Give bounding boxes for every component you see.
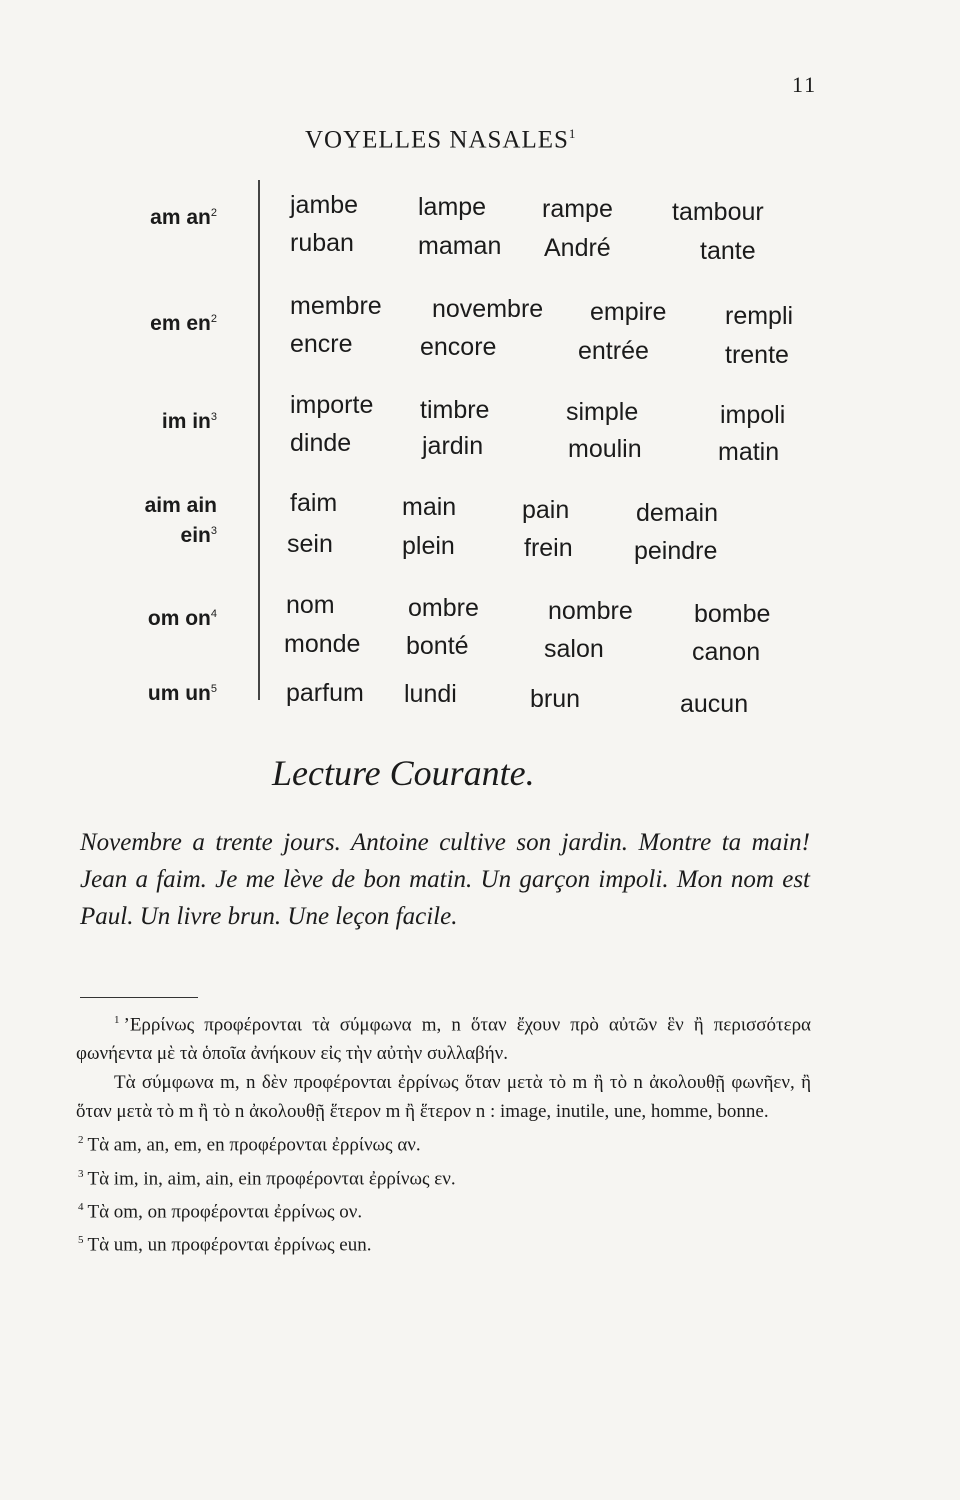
word: moulin bbox=[568, 435, 642, 463]
word: rampe bbox=[542, 195, 613, 223]
word: nom bbox=[286, 591, 335, 619]
word: nombre bbox=[548, 597, 633, 625]
word: peindre bbox=[634, 537, 718, 565]
word: main bbox=[402, 493, 457, 521]
word: demain bbox=[636, 499, 718, 527]
heading-footnote-mark: 1 bbox=[568, 126, 577, 141]
footnotes bbox=[76, 1006, 811, 1260]
footnote-1: $^1$ ’Ερρίνως προφέρονται τὰ σύμφωνα m, n ὅταν ἔχουν πρὸ αὐτῶν ἓν ἢ περισσότερα φωνήεντα μὲ τὰ ὁποῖα ἀνήκουν εἰς τὴν αὐτὴν συλλαβήν. bbox=[76, 1014, 811, 1065]
row-label: ein$^3$ bbox=[180, 524, 217, 547]
word: aucun bbox=[680, 690, 749, 718]
word: empire bbox=[590, 298, 667, 326]
heading-title: VOYELLES NASALES bbox=[305, 126, 569, 154]
word: importe bbox=[290, 391, 374, 419]
word: timbre bbox=[420, 396, 490, 424]
word: jambe bbox=[290, 191, 359, 219]
word: bombe bbox=[694, 600, 771, 628]
word: salon bbox=[544, 635, 604, 663]
row-label: im $in^3$ bbox=[161, 410, 217, 433]
word: tante bbox=[700, 237, 756, 265]
word: maman bbox=[418, 232, 502, 260]
word: canon bbox=[692, 638, 761, 666]
word: sein bbox=[287, 530, 333, 558]
word: ombre bbox=[408, 594, 479, 622]
row-label: um $un^5$ bbox=[147, 682, 217, 705]
word: monde bbox=[284, 630, 361, 658]
reading-paragraph: Novembre a trente jours. Antoine cultive son jardin. Montre ta main! Jean a faim. Je me lève de bon matin. Un garçon impoli. Mon nom est Paul. Un livre brun. Une leçon facile. bbox=[80, 829, 810, 930]
word: matin bbox=[718, 438, 780, 466]
word: dinde bbox=[290, 429, 352, 457]
word: bonté bbox=[406, 632, 469, 660]
page-heading bbox=[305, 126, 576, 154]
section-title: Lecture Courante. bbox=[272, 753, 535, 793]
word: brun bbox=[530, 685, 581, 713]
footnote-1-continued: Τὰ σύμφωνα m, n δὲν προφέρονται ἐρρίνως ὅταν μετὰ τὸ m ἢ τὸ n ἀκολουθῇ φωνῆεν, ἢ ὅταν μετὰ τὸ m ἢ τὸ n ἀκολουθῇ ἕτερον m ἢ ἕτερον n : image, inutile, une, homme, bonne. bbox=[76, 1072, 811, 1123]
word: pain bbox=[522, 496, 570, 524]
word: simple bbox=[566, 398, 639, 426]
word: encre bbox=[290, 330, 353, 358]
word: trente bbox=[725, 341, 789, 369]
word: ruban bbox=[290, 229, 354, 257]
word: lampe bbox=[418, 193, 487, 221]
word: jardin bbox=[422, 432, 484, 460]
footnote-5: $^5$ Τὰ um, un προφέρονται ἐρρίνως eun. bbox=[78, 1234, 372, 1256]
page-number: 11 bbox=[792, 72, 818, 97]
word: plein bbox=[402, 532, 455, 560]
footnote-2: $^2$ Τὰ am, an, em, en προφέρονται ἐρρίνως αν. bbox=[78, 1134, 421, 1156]
word: encore bbox=[420, 333, 497, 361]
word: parfum bbox=[286, 679, 364, 707]
footnote-3: $^3$ Τὰ im, in, aim, ain, ein προφέρονται ἐρρίνως εν. bbox=[78, 1167, 456, 1189]
word: membre bbox=[290, 292, 382, 320]
row-label: em $en^2$ bbox=[150, 312, 217, 335]
footnote-rule bbox=[80, 997, 198, 998]
word: André bbox=[544, 234, 611, 262]
vertical-rule bbox=[258, 180, 260, 700]
word: impoli bbox=[720, 401, 786, 429]
word: rempli bbox=[725, 302, 794, 330]
word: lundi bbox=[404, 680, 457, 708]
word: tambour bbox=[672, 198, 764, 226]
row-label: am $an^2$ bbox=[150, 206, 217, 229]
word: novembre bbox=[432, 295, 544, 323]
footnote-4: $^4$ Τὰ om, on προφέρονται ἐρρίνως ον. bbox=[78, 1200, 363, 1223]
word: faim bbox=[290, 489, 338, 517]
word: frein bbox=[524, 534, 573, 562]
word: entrée bbox=[578, 337, 649, 365]
row-label: om $on^4$ bbox=[147, 607, 217, 630]
row-label: aim ain bbox=[144, 494, 217, 517]
